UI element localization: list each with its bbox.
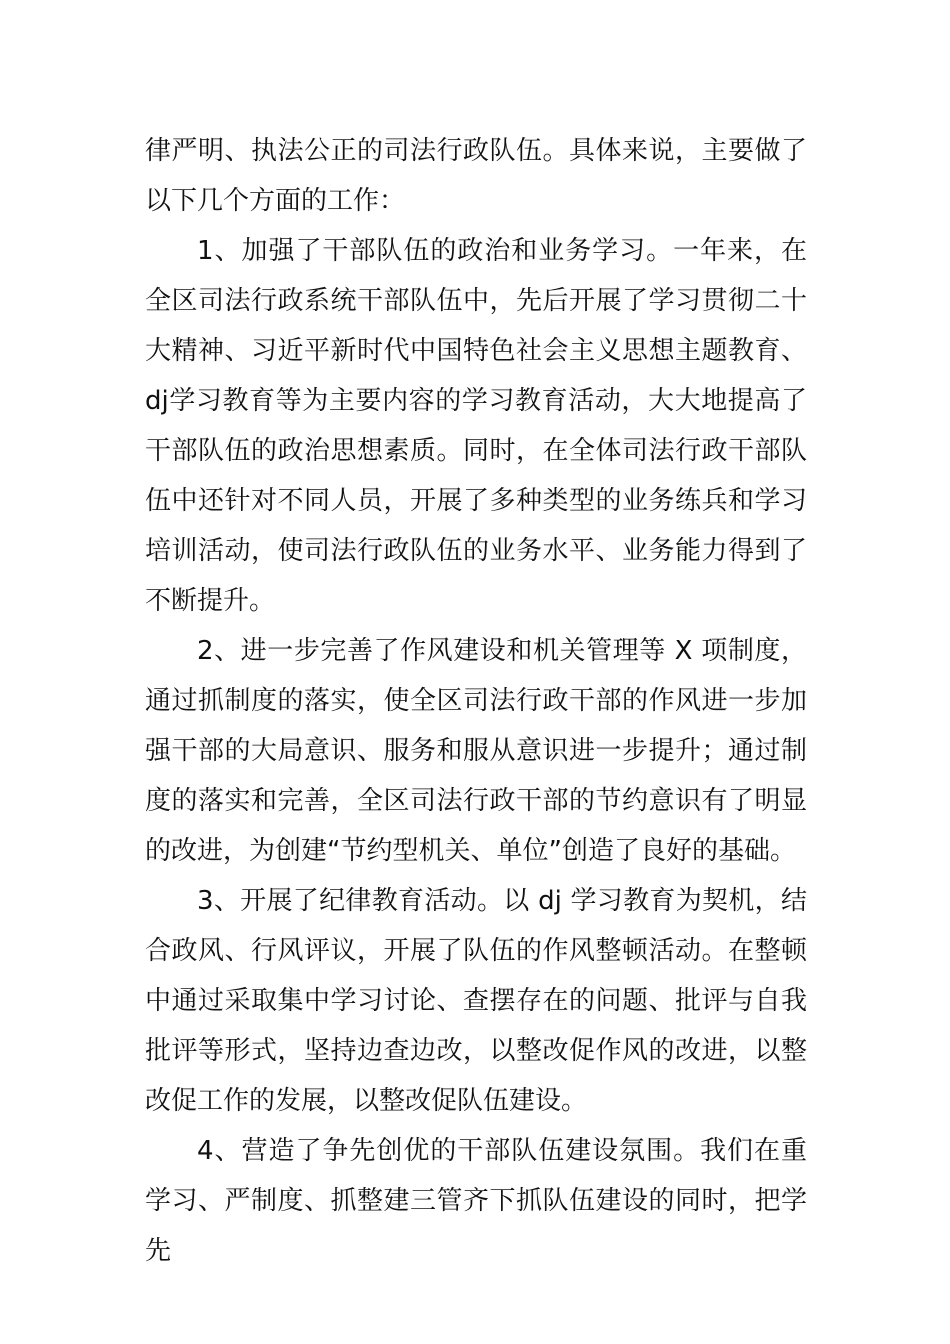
- paragraph-item-4: 4、营造了争先创优的干部队伍建设氛围。我们在重学习、严制度、抓整建三管齐下抓队伍建设的同时，把学先: [145, 1136, 807, 1266]
- paragraph-item-1: 1、加强了干部队伍的政治和业务学习。一年来，在全区司法行政系统干部队伍中，先后开展了学习贯彻二十大精神、习近平新时代中国特色社会主义思想主题教育、dj学习教育等为主要内容的学习教育活动，大大地提高了干部队伍的政治思想素质。同时，在全体司法行政干部队伍中还针对不同人员，开展了多种类型的业务练兵和学习培训活动，使司法行政队伍的业务水平、业务能力得到了不断提升。: [145, 236, 807, 616]
- paragraph-intro: 律严明、执法公正的司法行政队伍。具体来说，主要做了以下几个方面的工作：: [145, 136, 807, 216]
- document-body: [145, 126, 807, 1276]
- paragraph-item-2: 2、进一步完善了作风建设和机关管理等 X 项制度，通过抓制度的落实，使全区司法行政干部的作风进一步加强干部的大局意识、服务和服从意识进一步提升；通过制度的落实和完善，全区司法行政干部的节约意识有了明显的改进，为创建“节约型机关、单位”创造了良好的基础。: [145, 636, 807, 866]
- paragraph-item-3: 3、开展了纪律教育活动。以 dj 学习教育为契机，结合政风、行风评议，开展了队伍的作风整顿活动。在整顿中通过采取集中学习讨论、查摆存在的问题、批评与自我批评等形式，坚持边查边改，以整改促作风的改进，以整改促工作的发展，以整改促队伍建设。: [145, 886, 807, 1116]
